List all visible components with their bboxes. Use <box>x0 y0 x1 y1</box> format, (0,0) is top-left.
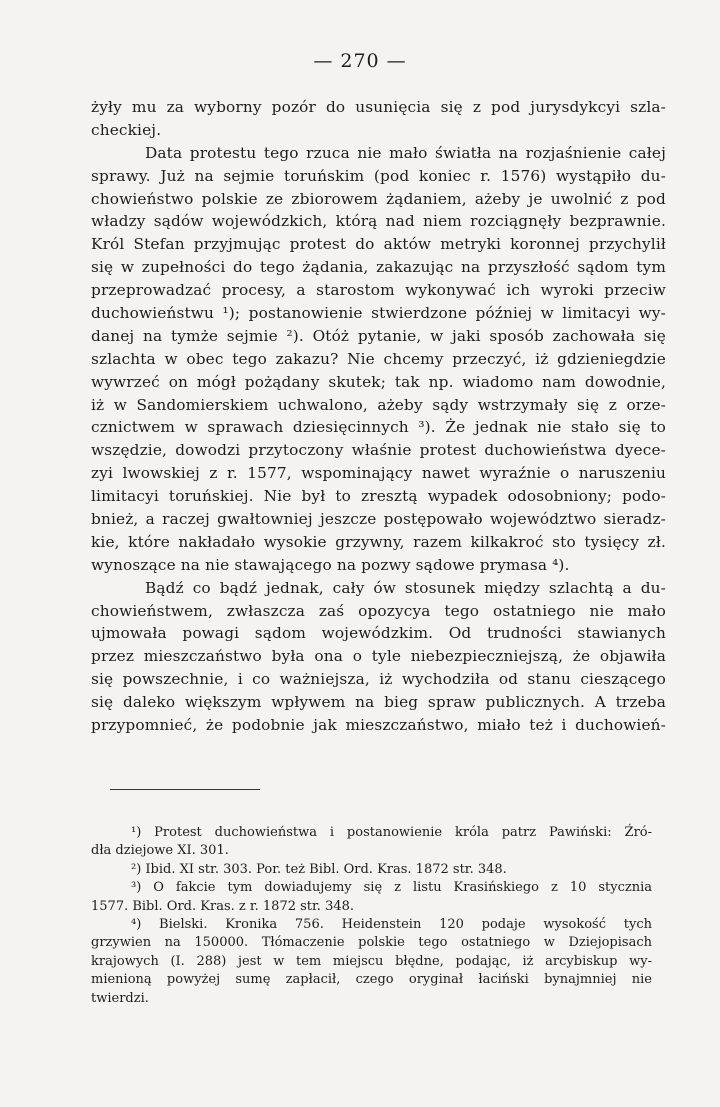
text-line: sprawy. Już na sejmie toruńskim (pod koniec r. 1576) wystąpiło du- <box>91 166 666 185</box>
text-line: szlachta w obec tego zakazu? Nie chcemy przeczyć, iż gdzieniegdzie <box>91 349 666 368</box>
footnotes <box>91 824 652 1008</box>
page-number: — 270 — <box>313 50 407 72</box>
text-line: Król Stefan przyjmując protest do aktów metryki koronnej przychylił <box>91 235 666 254</box>
text-line: się powszechnie, i co ważniejsza, iż wychodziła od stanu cieszącego <box>91 670 666 689</box>
body-text <box>91 96 666 737</box>
text-line: wszędzie, dowodzi przytoczony właśnie protest duchowieństwa dyece- <box>91 441 666 460</box>
text-line: kie, które nakładało wysokie grzywny, razem kilkakroć sto tysięcy zł. <box>91 532 666 551</box>
text-line: chowieństwem, zwłaszcza zaś opozycya tego ostatniego nie mało <box>91 601 666 620</box>
footnote-line: ²) Ibid. XI str. 303. Por. też Bibl. Ord. Kras. 1872 str. 348. <box>131 861 507 877</box>
text-line: wynoszące na nie stawającego na pozwy sądowe prymasa ⁴). <box>91 555 570 574</box>
footnote-line: twierdzi. <box>91 990 149 1006</box>
footnote-line: ⁴) Bielski. Kronika 756. Heidenstein 120 podaje wysokość tych <box>131 916 652 932</box>
text-line: ujmowała powagi sądom wojewódzkim. Od trudności stawianych <box>91 624 666 643</box>
text-line: cznictwem w sprawach dziesięcinnych ³). Że jednak nie stało się to <box>91 418 666 437</box>
text-line: zyi lwowskiej z r. 1577, wspominający nawet wyraźnie o naruszeniu <box>91 464 666 483</box>
text-line: wywrzeć on mógł pożądany skutek; tak np. wiadomo nam dowodnie, <box>91 372 666 391</box>
text-line: limitacyi toruńskiej. Nie był to zresztą wypadek odosobniony; podo- <box>91 487 666 506</box>
footnote-divider <box>110 789 260 790</box>
text-line: przypomnieć, że podobnie jak mieszczaństwo, miało też i duchowień- <box>91 716 666 735</box>
text-line: się w zupełności do tego żądania, zakazując na przyszłość sądom tym <box>91 258 666 277</box>
text-line: przeprowadzać procesy, a starostom wykonywać ich wyroki przeciw <box>91 281 666 300</box>
text-line: żyły mu za wyborny pozór do usunięcia się z pod jurysdykcyi szla- <box>91 98 666 116</box>
text-line: się daleko większym wpływem na bieg spraw publicznych. A trzeba <box>91 693 666 712</box>
footnote-line: krajowych (I. 288) jest w tem miejscu błędne, podając, iż arcybiskup wy- <box>91 953 652 969</box>
footnote-line: dła dziejowe XI. 301. <box>91 843 229 859</box>
text-line: przez mieszczaństwo była ona o tyle niebezpieczniejszą, że objawiła <box>91 647 666 666</box>
footnote-line: grzywien na 150000. Tłómaczenie polskie tego ostatniego w Dziejopisach <box>91 935 652 951</box>
text-line: duchowieństwu ¹); postanowienie stwierdzone później w limitacyi wy- <box>91 304 666 323</box>
text-line: checkiej. <box>91 120 162 139</box>
text-line: władzy sądów wojewódzkich, którą nad niem rozciągnęły bezprawnie. <box>91 212 666 231</box>
footnote-line: mienioną powyżej sumę zapłacił, czego oryginał łaciński bynajmniej nie <box>91 972 652 988</box>
text-line: bnież, a raczej gwałtowniej jeszcze postępowało województwo sieradz- <box>91 510 666 529</box>
text-line: chowieństwo polskie ze zbiorowem żądaniem, ażeby je uwolnić z pod <box>91 189 666 208</box>
footnote-line: ³) O fakcie tym dowiadujemy się z listu Krasińskiego z 10 stycznia <box>131 880 652 896</box>
footnote-line: ¹) Protest duchowieństwa i postanowienie króla patrz Pawiński: Źró- <box>131 825 652 840</box>
text-line: Bądź co bądź jednak, cały ów stosunek między szlachtą a du- <box>145 578 666 597</box>
text-line: Data protestu tego rzuca nie mało światła na rozjaśnienie całej <box>145 143 666 162</box>
text-line: danej na tymże sejmie ²). Otóż pytanie, w jaki sposób zachowała się <box>91 326 666 345</box>
text-line: iż w Sandomierskiem uchwalono, ażeby sądy wstrzymały się z orze- <box>91 395 666 414</box>
footnote-line: 1577. Bibl. Ord. Kras. z r. 1872 str. 348. <box>91 898 355 914</box>
